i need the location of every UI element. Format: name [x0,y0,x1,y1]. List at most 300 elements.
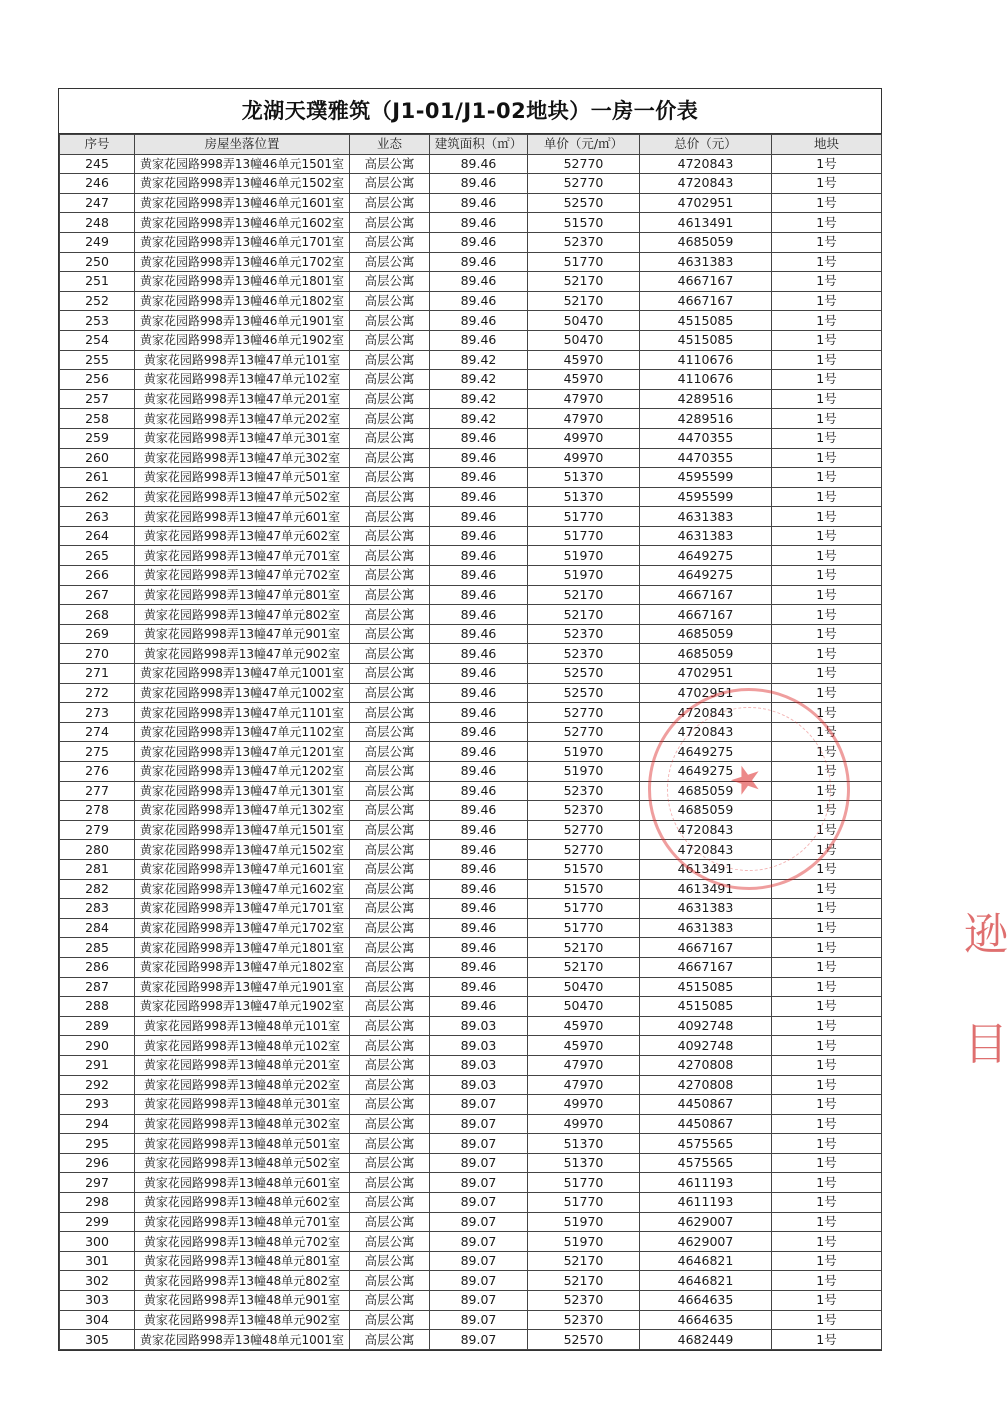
cell-address: 黄家花园路998弄13幢46单元1601室 [135,193,350,213]
cell-plot: 1号 [772,154,882,174]
cell-area: 89.46 [430,742,528,762]
cell-address: 黄家花园路998弄13幢48单元901室 [135,1291,350,1311]
cell-type: 高层公寓 [350,1193,430,1213]
cell-unit-price: 52170 [528,585,640,605]
cell-area: 89.46 [430,957,528,977]
cell-area: 89.46 [430,291,528,311]
cell-unit-price: 51370 [528,1134,640,1154]
cell-area: 89.46 [430,428,528,448]
cell-plot: 1号 [772,938,882,958]
cell-plot: 1号 [772,1310,882,1330]
cell-index: 254 [60,330,135,350]
cell-index: 286 [60,957,135,977]
cell-unit-price: 51570 [528,859,640,879]
cell-index: 261 [60,468,135,488]
cell-total-price: 4667167 [640,605,772,625]
cell-index: 291 [60,1055,135,1075]
cell-type: 高层公寓 [350,683,430,703]
cell-total-price: 4702951 [640,683,772,703]
cell-area: 89.46 [430,977,528,997]
cell-address: 黄家花园路998弄13幢47单元1302室 [135,801,350,821]
cell-type: 高层公寓 [350,272,430,292]
cell-area: 89.42 [430,350,528,370]
cell-type: 高层公寓 [350,428,430,448]
cell-area: 89.46 [430,840,528,860]
cell-type: 高层公寓 [350,174,430,194]
cell-type: 高层公寓 [350,781,430,801]
cell-type: 高层公寓 [350,468,430,488]
cell-total-price: 4450867 [640,1095,772,1115]
cell-index: 272 [60,683,135,703]
cell-type: 高层公寓 [350,1173,430,1193]
cell-index: 288 [60,997,135,1017]
cell-area: 89.46 [430,193,528,213]
cell-plot: 1号 [772,859,882,879]
cell-plot: 1号 [772,1232,882,1252]
cell-plot: 1号 [772,468,882,488]
cell-unit-price: 51770 [528,918,640,938]
cell-index: 294 [60,1114,135,1134]
cell-plot: 1号 [772,977,882,997]
cell-area: 89.46 [430,997,528,1017]
cell-address: 黄家花园路998弄13幢47单元1502室 [135,840,350,860]
cell-area: 89.07 [430,1134,528,1154]
cell-area: 89.07 [430,1114,528,1134]
cell-address: 黄家花园路998弄13幢46单元1602室 [135,213,350,233]
cell-type: 高层公寓 [350,722,430,742]
cell-unit-price: 52770 [528,820,640,840]
cell-unit-price: 51770 [528,507,640,527]
table-row [60,213,882,233]
cell-index: 268 [60,605,135,625]
cell-total-price: 4631383 [640,899,772,919]
cell-area: 89.03 [430,1075,528,1095]
cell-total-price: 4685059 [640,624,772,644]
cell-type: 高层公寓 [350,1036,430,1056]
cell-area: 89.46 [430,174,528,194]
cell-plot: 1号 [772,703,882,723]
cell-type: 高层公寓 [350,526,430,546]
cell-type: 高层公寓 [350,252,430,272]
cell-unit-price: 52170 [528,605,640,625]
cell-total-price: 4515085 [640,311,772,331]
table-row [60,644,882,664]
cell-index: 297 [60,1173,135,1193]
cell-plot: 1号 [772,605,882,625]
cell-address: 黄家花园路998弄13幢46单元1801室 [135,272,350,292]
cell-address: 黄家花园路998弄13幢47单元1602室 [135,879,350,899]
cell-plot: 1号 [772,1193,882,1213]
cell-address: 黄家花园路998弄13幢47单元701室 [135,546,350,566]
cell-unit-price: 52370 [528,1310,640,1330]
cell-plot: 1号 [772,840,882,860]
cell-unit-price: 51970 [528,762,640,782]
cell-index: 257 [60,389,135,409]
cell-total-price: 4613491 [640,213,772,233]
cell-plot: 1号 [772,1114,882,1134]
cell-area: 89.42 [430,370,528,390]
cell-index: 259 [60,428,135,448]
cell-area: 89.07 [430,1232,528,1252]
cell-type: 高层公寓 [350,938,430,958]
cell-plot: 1号 [772,1153,882,1173]
table-row [60,1055,882,1075]
cell-total-price: 4613491 [640,879,772,899]
cell-unit-price: 51770 [528,526,640,546]
cell-total-price: 4110676 [640,370,772,390]
cell-address: 黄家花园路998弄13幢48单元702室 [135,1232,350,1252]
cell-total-price: 4649275 [640,566,772,586]
cell-address: 黄家花园路998弄13幢47单元1501室 [135,820,350,840]
cell-unit-price: 52370 [528,624,640,644]
cell-plot: 1号 [772,899,882,919]
cell-unit-price: 52770 [528,840,640,860]
cell-plot: 1号 [772,781,882,801]
table-row [60,899,882,919]
cell-total-price: 4270808 [640,1055,772,1075]
cell-area: 89.46 [430,232,528,252]
table-row [60,1251,882,1271]
cell-total-price: 4646821 [640,1271,772,1291]
cell-unit-price: 52370 [528,801,640,821]
cell-area: 89.07 [430,1291,528,1311]
cell-total-price: 4685059 [640,232,772,252]
cell-plot: 1号 [772,448,882,468]
cell-unit-price: 47970 [528,389,640,409]
cell-address: 黄家花园路998弄13幢48单元1001室 [135,1330,350,1350]
table-row [60,624,882,644]
cell-unit-price: 47970 [528,1055,640,1075]
cell-unit-price: 51770 [528,1193,640,1213]
cell-total-price: 4720843 [640,174,772,194]
table-row [60,252,882,272]
header-address: 房屋坐落位置 [135,135,350,155]
cell-unit-price: 51970 [528,566,640,586]
cell-address: 黄家花园路998弄13幢47单元302室 [135,448,350,468]
table-row [60,546,882,566]
cell-area: 89.46 [430,311,528,331]
cell-unit-price: 52570 [528,683,640,703]
table-row [60,1173,882,1193]
cell-plot: 1号 [772,1075,882,1095]
cell-type: 高层公寓 [350,585,430,605]
cell-area: 89.42 [430,409,528,429]
table-row [60,918,882,938]
cell-total-price: 4667167 [640,957,772,977]
cell-area: 89.46 [430,879,528,899]
cell-total-price: 4685059 [640,801,772,821]
cell-total-price: 4289516 [640,409,772,429]
edge-mark-3: 目 [964,1019,1008,1070]
cell-address: 黄家花园路998弄13幢48单元301室 [135,1095,350,1115]
cell-type: 高层公寓 [350,546,430,566]
cell-plot: 1号 [772,193,882,213]
cell-index: 277 [60,781,135,801]
cell-type: 高层公寓 [350,742,430,762]
cell-plot: 1号 [772,291,882,311]
cell-index: 256 [60,370,135,390]
cell-address: 黄家花园路998弄13幢47单元1902室 [135,997,350,1017]
cell-unit-price: 52570 [528,1330,640,1350]
cell-unit-price: 52170 [528,938,640,958]
cell-total-price: 4649275 [640,742,772,762]
cell-total-price: 4720843 [640,703,772,723]
cell-address: 黄家花园路998弄13幢48单元202室 [135,1075,350,1095]
cell-unit-price: 45970 [528,1016,640,1036]
cell-unit-price: 51770 [528,899,640,919]
cell-area: 89.46 [430,507,528,527]
cell-plot: 1号 [772,1095,882,1115]
cell-type: 高层公寓 [350,389,430,409]
cell-plot: 1号 [772,1251,882,1271]
cell-index: 304 [60,1310,135,1330]
cell-total-price: 4664635 [640,1310,772,1330]
table-row [60,1153,882,1173]
cell-unit-price: 49970 [528,1114,640,1134]
cell-total-price: 4575565 [640,1153,772,1173]
cell-type: 高层公寓 [350,311,430,331]
table-row [60,1212,882,1232]
cell-unit-price: 52770 [528,722,640,742]
cell-type: 高层公寓 [350,487,430,507]
cell-type: 高层公寓 [350,605,430,625]
cell-type: 高层公寓 [350,213,430,233]
cell-area: 89.46 [430,213,528,233]
cell-total-price: 4685059 [640,781,772,801]
table-row [60,409,882,429]
edge-mark-1: 逊 [964,909,1008,960]
cell-type: 高层公寓 [350,1212,430,1232]
cell-area: 89.46 [430,938,528,958]
cell-index: 270 [60,644,135,664]
cell-unit-price: 52370 [528,1291,640,1311]
cell-unit-price: 45970 [528,370,640,390]
cell-address: 黄家花园路998弄13幢47单元101室 [135,350,350,370]
cell-plot: 1号 [772,350,882,370]
cell-unit-price: 52170 [528,1271,640,1291]
cell-index: 279 [60,820,135,840]
cell-index: 295 [60,1134,135,1154]
cell-unit-price: 52170 [528,957,640,977]
cell-plot: 1号 [772,428,882,448]
cell-index: 281 [60,859,135,879]
cell-index: 251 [60,272,135,292]
cell-area: 89.46 [430,546,528,566]
cell-address: 黄家花园路998弄13幢46单元1702室 [135,252,350,272]
cell-plot: 1号 [772,252,882,272]
cell-area: 89.07 [430,1271,528,1291]
cell-type: 高层公寓 [350,664,430,684]
cell-plot: 1号 [772,370,882,390]
cell-plot: 1号 [772,801,882,821]
cell-total-price: 4667167 [640,585,772,605]
cell-address: 黄家花园路998弄13幢46单元1902室 [135,330,350,350]
cell-address: 黄家花园路998弄13幢48单元502室 [135,1153,350,1173]
cell-area: 89.46 [430,605,528,625]
cell-index: 300 [60,1232,135,1252]
cell-unit-price: 52170 [528,291,640,311]
cell-address: 黄家花园路998弄13幢47单元901室 [135,624,350,644]
cell-plot: 1号 [772,997,882,1017]
cell-index: 252 [60,291,135,311]
cell-index: 283 [60,899,135,919]
cell-index: 249 [60,232,135,252]
cell-type: 高层公寓 [350,859,430,879]
cell-address: 黄家花园路998弄13幢47单元1702室 [135,918,350,938]
table-row [60,487,882,507]
cell-plot: 1号 [772,1291,882,1311]
header-area: 建筑面积（㎡） [430,135,528,155]
cell-type: 高层公寓 [350,193,430,213]
table-row [60,1095,882,1115]
cell-address: 黄家花园路998弄13幢47单元1301室 [135,781,350,801]
cell-area: 89.46 [430,566,528,586]
cell-address: 黄家花园路998弄13幢48单元601室 [135,1173,350,1193]
cell-unit-price: 52370 [528,781,640,801]
cell-total-price: 4613491 [640,859,772,879]
cell-address: 黄家花园路998弄13幢46单元1701室 [135,232,350,252]
cell-area: 89.07 [430,1212,528,1232]
cell-index: 298 [60,1193,135,1213]
cell-area: 89.46 [430,899,528,919]
cell-index: 264 [60,526,135,546]
cell-total-price: 4629007 [640,1232,772,1252]
cell-unit-price: 51570 [528,213,640,233]
cell-area: 89.46 [430,722,528,742]
table-row [60,1193,882,1213]
cell-total-price: 4611193 [640,1173,772,1193]
cell-plot: 1号 [772,507,882,527]
cell-unit-price: 50470 [528,330,640,350]
cell-index: 248 [60,213,135,233]
cell-type: 高层公寓 [350,330,430,350]
cell-type: 高层公寓 [350,840,430,860]
table-title: 龙湖天璞雅筑（J1-01/J1-02地块）一房一价表 [59,89,881,134]
cell-index: 274 [60,722,135,742]
cell-address: 黄家花园路998弄13幢47单元1202室 [135,762,350,782]
cell-index: 290 [60,1036,135,1056]
cell-total-price: 4595599 [640,487,772,507]
cell-index: 276 [60,762,135,782]
cell-type: 高层公寓 [350,1114,430,1134]
table-row [60,448,882,468]
cell-unit-price: 51370 [528,468,640,488]
table-row [60,291,882,311]
cell-address: 黄家花园路998弄13幢47单元1201室 [135,742,350,762]
table-row [60,350,882,370]
cell-total-price: 4720843 [640,154,772,174]
table-row [60,957,882,977]
cell-unit-price: 45970 [528,350,640,370]
cell-index: 289 [60,1016,135,1036]
cell-area: 89.46 [430,330,528,350]
cell-total-price: 4649275 [640,762,772,782]
cell-total-price: 4450867 [640,1114,772,1134]
cell-total-price: 4470355 [640,448,772,468]
cell-total-price: 4667167 [640,938,772,958]
cell-plot: 1号 [772,311,882,331]
cell-index: 282 [60,879,135,899]
cell-index: 267 [60,585,135,605]
cell-total-price: 4092748 [640,1036,772,1056]
cell-type: 高层公寓 [350,291,430,311]
cell-area: 89.46 [430,762,528,782]
cell-total-price: 4631383 [640,526,772,546]
cell-total-price: 4270808 [640,1075,772,1095]
cell-unit-price: 51570 [528,879,640,899]
table-row [60,526,882,546]
cell-type: 高层公寓 [350,899,430,919]
cell-plot: 1号 [772,957,882,977]
edge-seal-fragment [964,880,1008,1100]
cell-total-price: 4631383 [640,252,772,272]
cell-total-price: 4649275 [640,546,772,566]
table-row [60,507,882,527]
cell-area: 89.46 [430,801,528,821]
cell-index: 263 [60,507,135,527]
table-row [60,566,882,586]
cell-total-price: 4515085 [640,997,772,1017]
cell-index: 301 [60,1251,135,1271]
cell-total-price: 4289516 [640,389,772,409]
cell-area: 89.07 [430,1310,528,1330]
table-row [60,1310,882,1330]
cell-type: 高层公寓 [350,350,430,370]
cell-unit-price: 51970 [528,1232,640,1252]
cell-area: 89.46 [430,585,528,605]
cell-total-price: 4667167 [640,291,772,311]
cell-area: 89.03 [430,1055,528,1075]
cell-index: 258 [60,409,135,429]
cell-index: 296 [60,1153,135,1173]
cell-area: 89.46 [430,859,528,879]
cell-index: 287 [60,977,135,997]
cell-type: 高层公寓 [350,762,430,782]
cell-area: 89.46 [430,487,528,507]
table-row [60,468,882,488]
table-row [60,311,882,331]
cell-plot: 1号 [772,664,882,684]
cell-address: 黄家花园路998弄13幢47单元301室 [135,428,350,448]
cell-plot: 1号 [772,762,882,782]
header-type: 业态 [350,135,430,155]
header-total-price: 总价（元） [640,135,772,155]
cell-plot: 1号 [772,409,882,429]
cell-total-price: 4646821 [640,1251,772,1271]
cell-total-price: 4515085 [640,330,772,350]
cell-area: 89.07 [430,1330,528,1350]
cell-type: 高层公寓 [350,957,430,977]
cell-address: 黄家花园路998弄13幢47单元902室 [135,644,350,664]
cell-index: 284 [60,918,135,938]
cell-plot: 1号 [772,742,882,762]
cell-address: 黄家花园路998弄13幢47单元802室 [135,605,350,625]
cell-unit-price: 51770 [528,1173,640,1193]
table-row [60,664,882,684]
cell-type: 高层公寓 [350,1016,430,1036]
cell-address: 黄家花园路998弄13幢47单元1002室 [135,683,350,703]
cell-plot: 1号 [772,820,882,840]
cell-plot: 1号 [772,1134,882,1154]
cell-total-price: 4702951 [640,193,772,213]
cell-total-price: 4110676 [640,350,772,370]
cell-plot: 1号 [772,879,882,899]
cell-type: 高层公寓 [350,370,430,390]
cell-index: 302 [60,1271,135,1291]
cell-unit-price: 52770 [528,154,640,174]
table-row [60,370,882,390]
cell-index: 266 [60,566,135,586]
